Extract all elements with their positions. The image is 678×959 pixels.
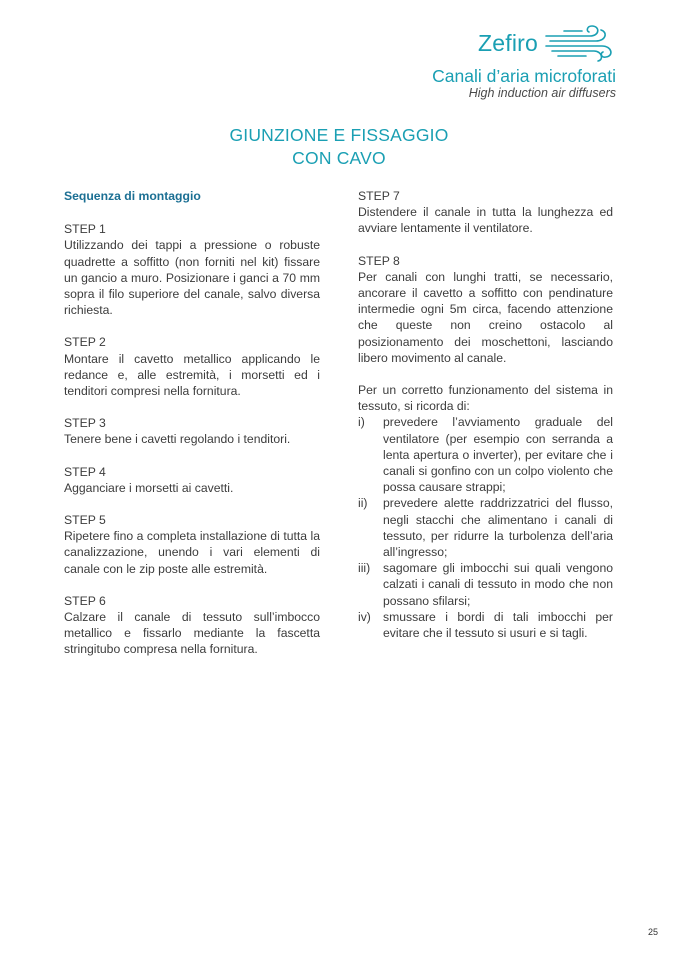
step-block (64, 415, 320, 447)
step-block (358, 188, 613, 237)
step-block (64, 221, 320, 318)
step-label: STEP 2 (64, 335, 106, 350)
list-item-number: ii) (358, 496, 368, 511)
step-block (64, 512, 320, 577)
step-text: Montare il cavetto metallico applicando le redance e, alle estremità, i morsetti ed i tenditori compresi nella fornitura. (64, 351, 320, 399)
airflow-lines-icon (544, 22, 616, 64)
step-text: Distendere il canale in tutta la lunghezza ed avviare lentamente il ventilatore. (358, 205, 613, 236)
step-label: STEP 8 (358, 253, 400, 268)
step-label: STEP 6 (64, 593, 106, 608)
list-item (358, 414, 613, 495)
brand-header (356, 18, 616, 104)
step-text: Utilizzando dei tappi a pressione o robuste quadrette a soffitto (non forniti nel kit) fissare un gancio a muro. Posizionare i ganci a 70 mm sopra il filo superiore del canale, salvo diversa richiesta. (64, 238, 320, 318)
step-block (64, 334, 320, 399)
page-title-line1: GIUNZIONE E FISSAGGIO (229, 125, 449, 145)
step-label: STEP 3 (64, 416, 106, 431)
step-block (64, 464, 320, 496)
list-item-text: prevedere alette raddrizzatrici del flusso, negli stacchi che alimentano i canali di tessuto, per ridurre la turbolenza dell’aria all’ingresso; (383, 496, 613, 560)
list-item-number: i) (358, 415, 365, 430)
step-text: Calzare il canale di tessuto sull’imbocco metallico e fissarlo mediante la fascetta stringitubo compresa nella fornitura. (64, 610, 320, 657)
brand-name: Zefiro (478, 30, 538, 56)
list-item (358, 609, 613, 641)
recommendations-list (358, 414, 613, 641)
list-item-text: prevedere l’avviamento graduale del ventilatore (per esempio con serranda a lenta apertura o inverter), per evitare che i canali si gonfino con un colpo violento che possa causare strappi; (383, 415, 613, 495)
page-title-line2: CON CAVO (292, 148, 386, 168)
step-text: Per canali con lunghi tratti, se necessario, ancorare il cavetto a soffitto con pendinature intermedie ogni 5m circa, facendo attenzione che queste non creino ostacolo al posizionamento dei moschettoni, lasciando libero movimento al canale. (358, 269, 613, 365)
list-item (358, 560, 613, 609)
page-title (0, 124, 678, 170)
step-text: Tenere bene i cavetti regolando i tenditori. (64, 432, 291, 447)
list-item-text: sagomare gli imbocchi sui quali vengono calzati i canali di tessuto in modo che non possano sfilarsi; (383, 561, 613, 608)
step-label: STEP 1 (64, 222, 106, 237)
step-label: STEP 4 (64, 464, 106, 479)
step-block (64, 593, 320, 658)
step-text: Agganciare i morsetti ai cavetti. (64, 480, 234, 495)
list-item (358, 495, 613, 560)
step-label: STEP 7 (358, 189, 400, 203)
page-number: 25 (647, 927, 658, 937)
list-item-number: iv) (358, 609, 371, 624)
section-heading: Sequenza di montaggio (64, 189, 201, 203)
brand-tagline: High induction air diffusers (468, 86, 616, 100)
step-block (358, 253, 613, 366)
step-label: STEP 5 (64, 513, 106, 528)
list-item-text: smussare i bordi di tali imbocchi per evitare che il tessuto si usuri e si tagli. (383, 609, 613, 641)
left-column (64, 188, 320, 674)
recommendations-intro: Per un corretto funzionamento del sistema in tessuto, si ricorda di: (358, 383, 613, 414)
brand-subtitle: Canali d’aria microforati (432, 66, 616, 86)
list-item-number: iii) (358, 561, 371, 576)
right-column (358, 188, 613, 641)
step-text: Ripetere fino a completa installazione di tutta la canalizzazione, unendo i vari elementi di canale con le zip poste alle estremità. (64, 529, 320, 576)
